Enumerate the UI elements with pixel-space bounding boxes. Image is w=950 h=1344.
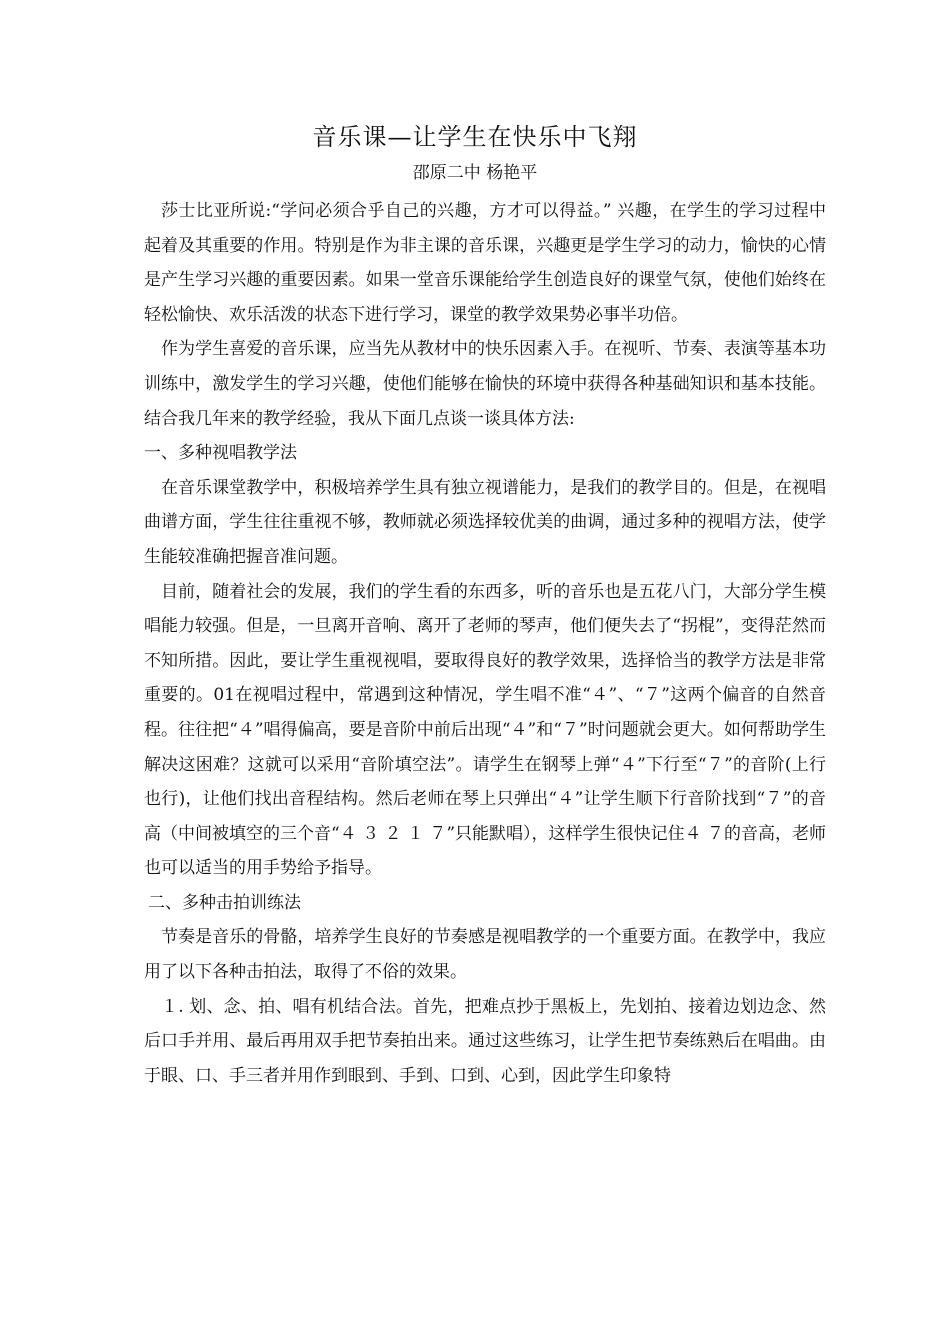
paragraph-approach: 作为学生喜爱的音乐课，应当先从教材中的快乐因素入手。在视听、节奏、表演等基本功训练中，激发学生的学习兴趣，使他们能够在愉快的环境中获得各种基础知识和基本技能。结合我几年来的教学经验，我从下面几点谈一谈具体方法: — [144, 339, 826, 429]
section-heading-1: 一、多种视唱教学法 — [144, 443, 297, 464]
paragraph-rhythm: 节奏是音乐的骨骼，培养学生良好的节奏感是视唱教学的一个重要方面。在教学中，我应用了以下各种击拍法，取得了不俗的效果。 — [144, 927, 826, 983]
paragraph-current-situation: 目前，随着社会的发展，我们的学生看的东西多，听的音乐也是五花八门，大部分学生模唱能力较强。但是，一旦离开音响、离开了老师的琴声，他们便失去了“拐棍”，变得茫然而不知所措。因此，要让学生重视视唱，要取得良好的教学效果，选择恰当的教学方法是非常重要的。01在视唱过程中，常遇到这种情况，学生唱不准“４”、“７”这两个偏音的自然音程。往往把“４”唱得偏高，要是音阶中前后出现“４”和“７”时问题就会更大。如何帮助学生解决这困难？这就可以采用“音阶填空法”。请学生在钢琴上弹“４”下行至“７”的音阶(上行也行)，让他们找出音程结构。然后老师在琴上只弹出“４”让学生顺下行音阶找到“７”的音高（中间被填空的三个音“４ ３ ２ １ ７”只能默唱），这样学生很快记住４ ７的音高，老师也可以适当的用手势给予指导。 — [144, 581, 826, 879]
paragraph-intro: 莎士比亚所说:“学问必须合乎自己的兴趣，方才可以得益。” 兴趣，在学生的学习过程中起着及其重要的作用。特别是作为非主课的音乐课，兴趣更是学生学习的动力，愉快的心情是产生学习兴趣的重要因素。如果一堂音乐课能给学生创造良好的课堂气氛，使他们始终在轻松愉快、欢乐活泼的状态下进行学习，课堂的教学效果势必事半功倍。 — [144, 201, 826, 325]
paragraph-method-1: １. 划、念、拍、唱有机结合法。首先，把难点抄于黑板上，先划拍、接着边划边念、然后口手并用、最后再用双手把节奏拍出来。通过这些练习，让学生把节奏练熟后在唱曲。由于眼、口、手三者并用作到眼到、手到、口到、心到，因此学生印象特 — [144, 996, 826, 1086]
document-body — [144, 194, 826, 1093]
section-heading-2: 二、多种击拍训练法 — [148, 892, 301, 913]
document-author: 邵原二中 杨艳平 — [412, 163, 538, 183]
paragraph-sight-singing: 在音乐课堂教学中，积极培养学生具有独立视谱能力，是我们的教学目的。但是，在视唱曲谱方面，学生往往重视不够，教师就必须选择较优美的曲调，通过多种的视唱方法，使学生能较准确把握音准问题。 — [144, 477, 826, 567]
document-title: 音乐课—让学生在快乐中飞翔 — [312, 123, 638, 151]
